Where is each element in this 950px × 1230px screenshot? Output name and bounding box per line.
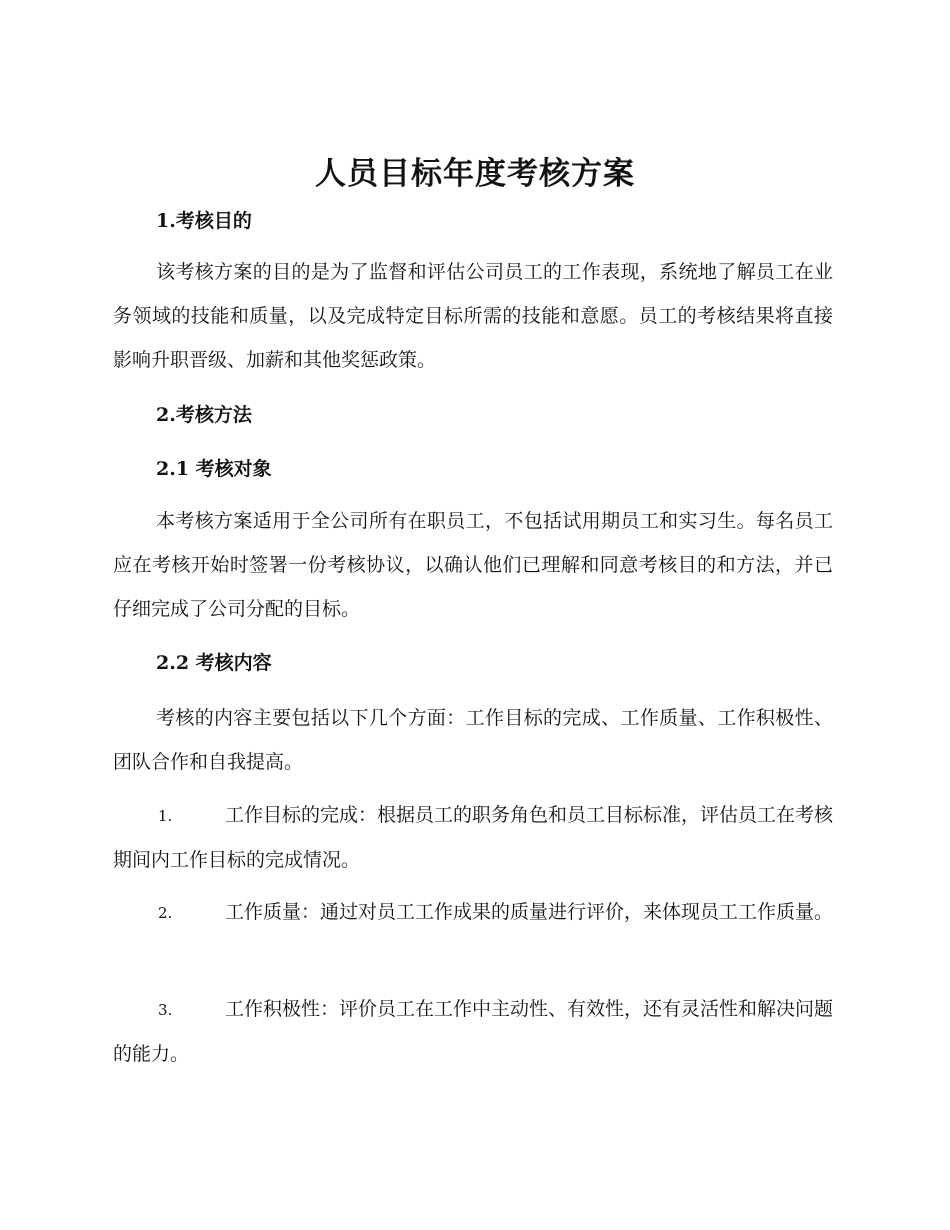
list-item-text: 工作目标的完成：根据员工的职务角色和员工目标标准，评估员工在考核期间内工作目标的完成情况。 <box>113 804 834 871</box>
list-item-number: 1. <box>158 807 173 825</box>
list-item <box>113 793 833 882</box>
list-item <box>113 890 833 935</box>
section-heading-method: 2.考核方法 <box>156 404 252 426</box>
section-heading-content: 2.2 考核内容 <box>156 652 272 674</box>
section-paragraph-target: 本考核方案适用于全公司所有在职员工，不包括试用期员工和实习生。每名员工应在考核开始时签署一份考核协议，以确认他们已理解和同意考核目的和方法，并已仔细完成了公司分配的目标。 <box>113 510 833 620</box>
list-item-number: 3. <box>158 1001 173 1019</box>
section-heading-target: 2.1 考核对象 <box>156 458 272 480</box>
section-paragraph-content: 考核的内容主要包括以下几个方面：工作目标的完成、工作质量、工作积极性、团队合作和自我提高。 <box>113 707 833 773</box>
section-heading-purpose: 1.考核目的 <box>156 210 252 232</box>
document-title: 人员目标年度考核方案 <box>315 156 635 192</box>
list-item-number: 2. <box>158 904 173 922</box>
section-paragraph-purpose: 该考核方案的目的是为了监督和评估公司员工的工作表现，系统地了解员工在业务领域的技能和质量，以及完成特定目标所需的技能和意愿。员工的考核结果将直接影响升职晋级、加薪和其他奖惩政策。 <box>113 261 833 371</box>
list-item <box>113 987 833 1076</box>
list-item-text: 工作质量：通过对员工工作成果的质量进行评价，来体现员工工作质量。 <box>225 901 834 923</box>
list-item-text: 工作积极性：评价员工在工作中主动性、有效性，还有灵活性和解决问题的能力。 <box>113 998 834 1065</box>
